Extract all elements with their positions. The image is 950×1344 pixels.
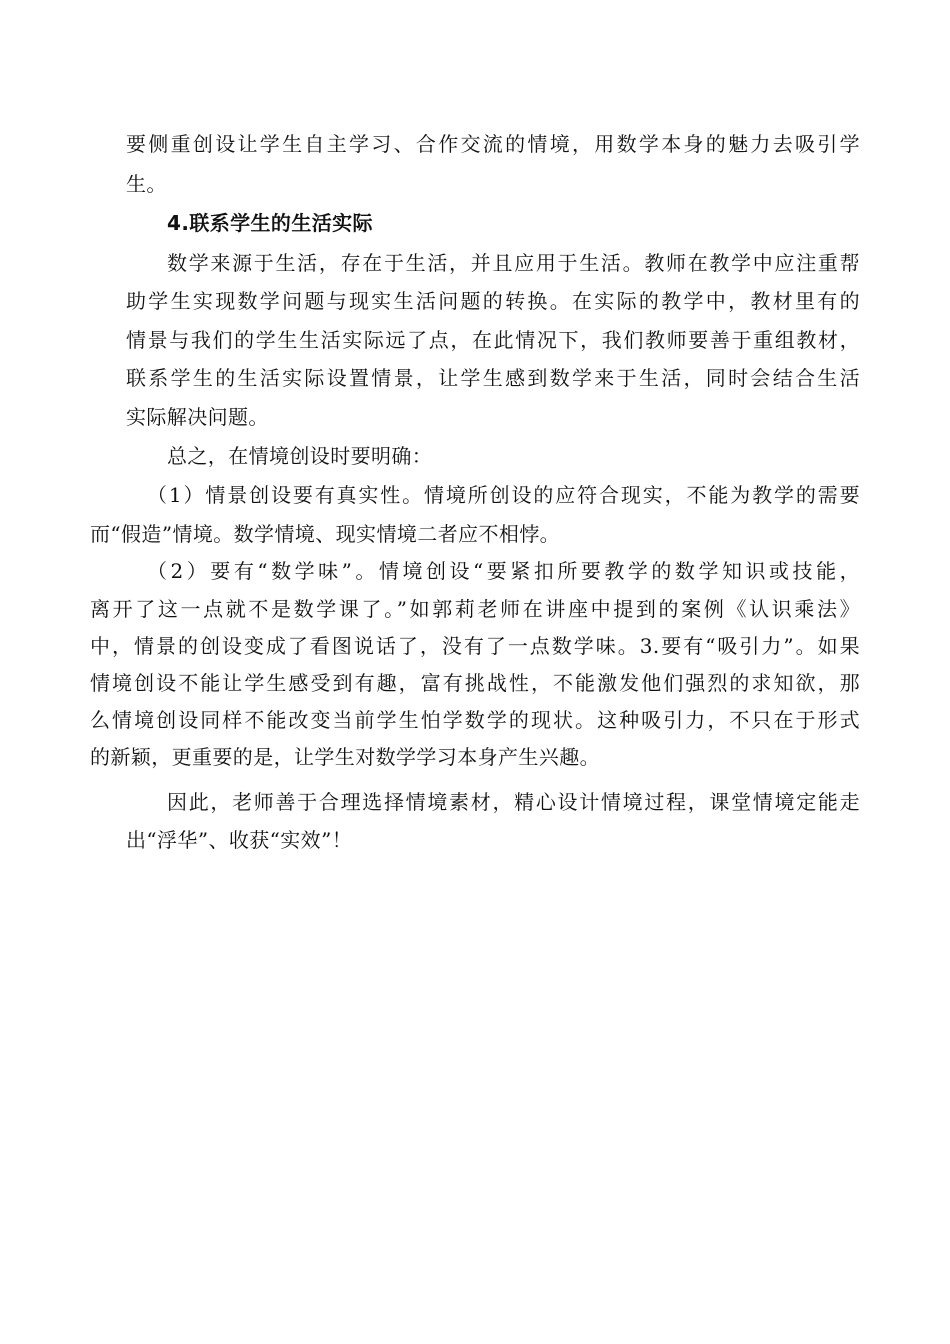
paragraph-line: 实际解决问题。	[126, 405, 269, 429]
paragraph-line: （1）情景创设要有真实性。情境所创设的应符合现实，不能为教学的需要	[147, 483, 860, 507]
paragraph-line: 么情境创设同样不能改变当前学生怕学数学的现状。这种吸引力，不只在于形式	[90, 708, 860, 732]
paragraph-line: 因此，老师善于合理选择情境素材，精心设计情境过程，课堂情境定能走	[167, 790, 860, 814]
paragraph-line: 的新颖，更重要的是，让学生对数学学习本身产生兴趣。	[90, 745, 600, 769]
paragraph-line: 助学生实现数学问题与现实生活问题的转换。在实际的教学中，教材里有的	[126, 289, 860, 313]
paragraph-line: 出“浮华”、收获“实效”！	[126, 828, 353, 852]
paragraph-line: 情景与我们的学生生活实际远了点，在此情况下，我们教师要善于重组教材，	[126, 328, 860, 352]
paragraph-line: 要侧重创设让学生自主学习、合作交流的情境，用数学本身的魅力去吸引学	[126, 132, 860, 156]
paragraph-line: （2）要有“数学味”。情境创设“要紧扣所要教学的数学知识或技能，	[147, 559, 860, 583]
paragraph-line: 生。	[126, 172, 167, 196]
paragraph-line: 中，情景的创设变成了看图说话了，没有了一点数学味。3.要有“吸引力”。如果	[90, 634, 860, 658]
paragraph-line: 离开了这一点就不是数学课了。”如郭莉老师在讲座中提到的案例《认识乘法》	[90, 597, 860, 621]
paragraph-line: 联系学生的生活实际设置情景，让学生感到数学来于生活，同时会结合生活	[126, 366, 860, 390]
paragraph-line: 情境创设不能让学生感受到有趣，富有挑战性，不能激发他们强烈的求知欲，那	[90, 671, 860, 695]
section-heading: 4.联系学生的生活实际	[167, 211, 373, 235]
paragraph-line: 总之，在情境创设时要明确：	[167, 444, 433, 468]
paragraph-line: 而“假造”情境。数学情境、现实情境二者应不相悖。	[90, 522, 561, 546]
paragraph-line: 数学来源于生活，存在于生活，并且应用于生活。教师在教学中应注重帮	[167, 251, 860, 275]
